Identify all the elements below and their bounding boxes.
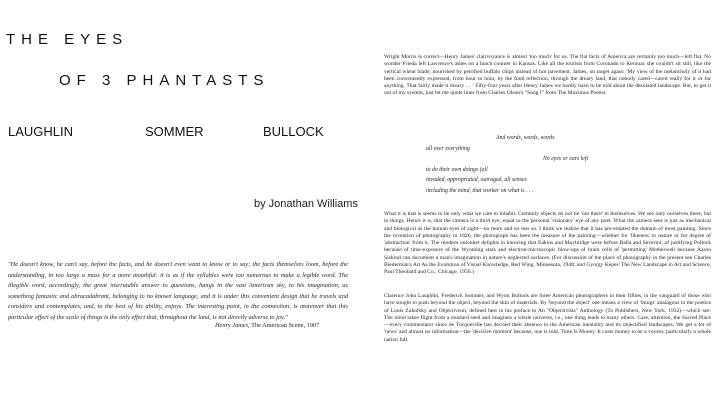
poem-line: No eyes or ears left bbox=[543, 156, 589, 163]
citation-author: Henry James, bbox=[215, 322, 250, 329]
poem-excerpt bbox=[426, 133, 696, 197]
title-line-1: THE EYES bbox=[6, 31, 129, 48]
poem-line: to do their own doings (all bbox=[426, 166, 488, 173]
poem-line: invaded, appropriated, outraged, all senses bbox=[426, 177, 527, 184]
epigraph-quote: "He doesn't know, he can't say, before the facts, and he doesn't even want to know or to say; the facts themselves loom, before the understanding, in too large a mass for a more mouthful: it is as if the syllables were too numerous to make a legible word. The illegible word, accordingly, the great inscrutable answer to questions, hangs in the vast American sky, to his imagination, as something fantastic and abracadabrant, belonging to no known language, and it is under this convenient design that he travels and considers and contemplates, and, to the best of his ability, enjoys. The interesting point, in the connection, is moreover that this particular effect of the scale of things is the only effect that, throughout the land, is not directly adverse to joy." bbox=[8, 261, 348, 321]
citation-work: The American Scene, 1907 bbox=[251, 322, 320, 329]
paragraph-3: Clarence John Laughlin, Frederick Sommer, and Wynn Bullock are three American photographers in their fifties, in the vanguard of those who have sought to push beyond the object, beyond the skin of materials. By 'beyond the object' one means a view of 'things' analagous to the poetics of Louis Zukofsky and Objectivism, defined best in his preface to An "Objectivists" Anthology (To Publishers, New York, 1932)—which see. The mind takes flight from a mustard seed and imagines a whole universe, i.e., one thing leads to many others. Care, attention, the Sacred Place—every commentator since de Tocqueville has decried their absence in the American mentality and its objectified landscapes. We get a lot of 'news' and almost no information—the 'decisive moment' because, one is told, Time Is Money. It costs money to be a voyeur, particularly a whole nation full. bbox=[384, 293, 711, 343]
poem-line: all over everything bbox=[426, 145, 470, 152]
paragraph-1: Wright Morris is correct—Henry James' clairvoyance is almost 'too much' for us. The flat facts of America are certainly too much—left flat. No wonder Frieda left Lawrence's ashes on a lunch counter in Kansas. Like all the tourists from Coronado to Kerouac she couldn't sit still, like the vertical wheat blade, nourished by petrified buffalo chips instead of hot pavement. James, on target again: 'My view of the melancholy of it had been conveniently expressed, from hour to hour, by the fond reflection, through the dreary land, that nobody cared—cared really for it or for anything. That fairly made it dreary . . .' Fifty-four years after Henry James we hardly have to be told about the desolated landscape. But, to get it out of my system, just let me quote lines from Charles Olson's "Song I" from The Maximus Poems: bbox=[384, 54, 711, 97]
poem-line: And words, words, words bbox=[496, 135, 555, 141]
byline: by Jonathan Williams bbox=[254, 198, 358, 210]
paragraph-2: What it is that is seems to be only what we care to inhabit. Certainly objects do not lie 'out there' in themselves. We see only ourselves there, but in things. Hence it is, that the camera is a third eye, equal to the personal 'visionary' eye of any poet. What the camera sees is just as mechanical and biological as the human eyes of sight—no more and no less so. I think we realize that it has pre-empted the domain of most painting. Since the invention of photography in 1826, the photograph has been the measure of the painting—whether for 'likeness' to nature or for degree of 'abstraction' from it. The modern onlooker delights in knowing that Eakins and Muybridge were before Balla and Severini; of justifying Pollock because of time-exposure of the Wyoming stars and electron-microscopic blow-ups of brain cells of 'permitting' Motherwell because Aaron Siskind can document a man's imagination in nature's neglected surfaces. (For discussion of the place of photography in the present see Charles Biederman's Art As the Evolution of Visual Knowledge, Red Wing, Minnesota, 1948; and Gyorgy Kepes' The New Landscape in Art and Science, Paul Theobald and Co., Chicago, 1956.) bbox=[384, 211, 711, 276]
right-page bbox=[360, 0, 720, 420]
photographer-name-bullock: BULLOCK bbox=[263, 124, 324, 139]
title-line-2: OF 3 PHANTASTS bbox=[59, 72, 270, 89]
photographer-name-laughlin: LAUGHLIN bbox=[8, 124, 74, 139]
poem-line: including the mind, that worker on what is . . . bbox=[426, 187, 534, 194]
photographer-name-sommer: SOMMER bbox=[145, 124, 204, 139]
epigraph-citation bbox=[215, 322, 319, 329]
